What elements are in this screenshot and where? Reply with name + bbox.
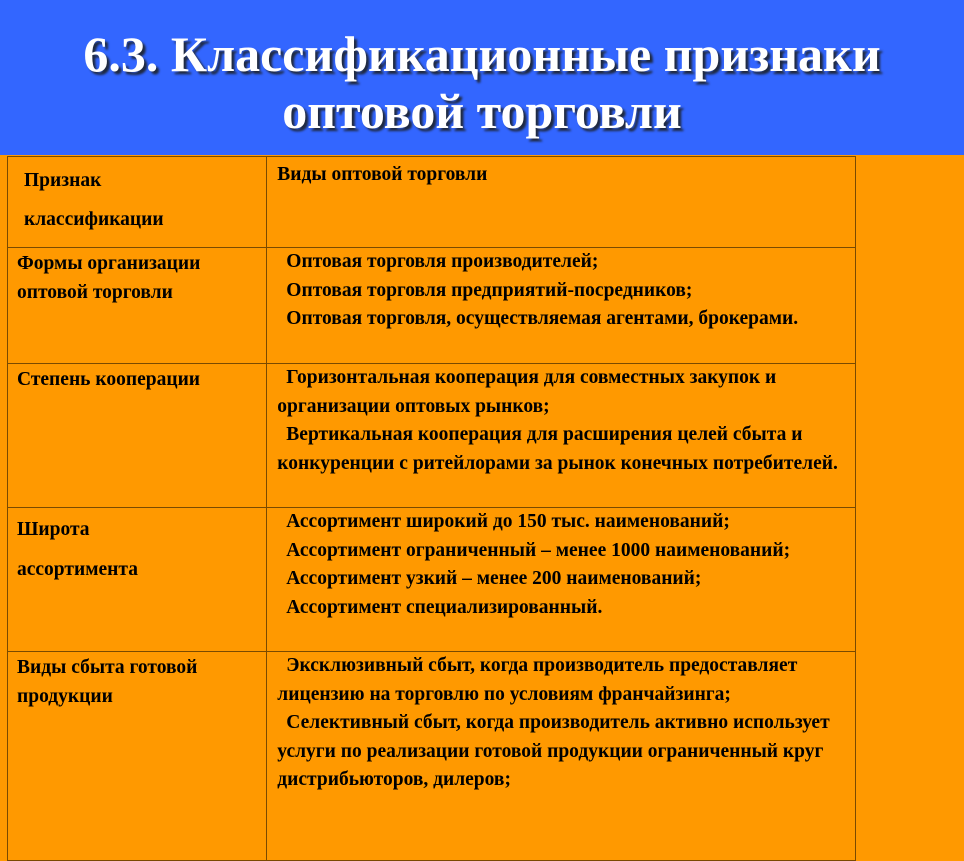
- list-item: Оптовая торговля, осуществляемая агентами, брокерами.: [286, 308, 799, 329]
- slide-title-line-2: оптовой торговли: [282, 83, 682, 139]
- slide-title: [0, 26, 964, 140]
- row-items-cell: [267, 364, 856, 508]
- row-items-cell: [267, 652, 856, 861]
- row-label-line: оптовой торговли: [17, 281, 173, 303]
- row-label-line: Формы организации: [17, 253, 201, 274]
- list-item: Ассортимент широкий до 150 тыс. наименований;: [286, 511, 730, 532]
- table-row: [8, 364, 856, 508]
- slide-title-line-1: 6.3. Классификационные признаки: [83, 26, 881, 82]
- row-label-cell: [8, 652, 267, 861]
- list-item: Оптовая торговля производителей;: [286, 251, 599, 272]
- row-label-cell: [8, 364, 267, 508]
- list-item: Селективный сбыт, когда производитель активно использует услуги по реализации готовой продукции ограниченный круг дистрибьюторов, дилеров;: [277, 712, 830, 790]
- list-item: Ассортимент узкий – менее 200 наименований;: [286, 568, 702, 589]
- row-label-line: Виды сбыта готовой: [17, 657, 198, 678]
- list-item: Вертикальная кооперация для расширения целей сбыта и конкуренции с ритейлорами за рынок конечных потребителей.: [277, 424, 838, 474]
- list-item: Ассортимент специализированный.: [286, 596, 603, 618]
- classification-table: [7, 156, 856, 861]
- list-item: Ассортимент ограниченный – менее 1000 наименований;: [286, 539, 791, 561]
- header-criterion-line-2: классификации: [24, 209, 164, 230]
- list-item: Горизонтальная кооперация для совместных закупок и организации оптовых рынков;: [277, 367, 777, 417]
- header-criterion-cell: [8, 157, 267, 248]
- table-row: [8, 508, 856, 652]
- header-criterion-line-1: Признак: [24, 170, 102, 191]
- row-label-line: Широта: [17, 519, 90, 540]
- row-items-cell: [267, 508, 856, 652]
- table-header-row: [8, 157, 856, 248]
- row-label-line: Степень кооперации: [17, 369, 201, 390]
- list-item: Оптовая торговля предприятий-посредников;: [286, 279, 693, 301]
- row-items-cell: [267, 248, 856, 364]
- row-label-cell: [8, 508, 267, 652]
- row-label-line: продукции: [17, 685, 113, 707]
- list-item: Эксклюзивный сбыт, когда производитель предоставляет лицензию на торговлю по условиям франчайзинга;: [277, 655, 798, 705]
- table-row: [8, 248, 856, 364]
- row-label-line: ассортимента: [17, 559, 138, 580]
- header-types-cell: Виды оптовой торговли: [267, 157, 856, 248]
- table-row: [8, 652, 856, 861]
- row-label-cell: [8, 248, 267, 364]
